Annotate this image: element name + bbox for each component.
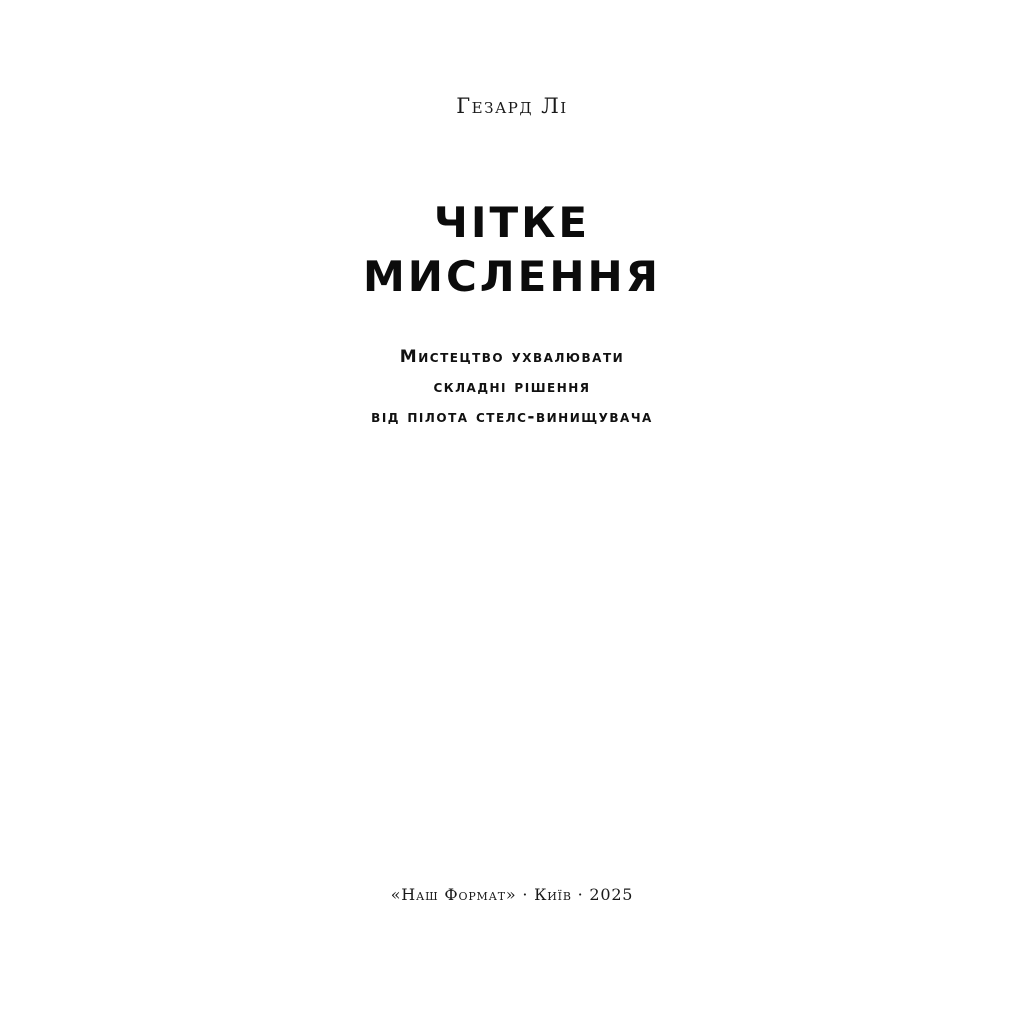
book-subtitle-line-1: Мистецтво ухвалювати — [399, 347, 625, 367]
publisher-imprint: «Наш Формат» · Київ · 2025 — [390, 885, 634, 904]
book-subtitle-line-3: від пілота стелс-винищувача — [371, 407, 653, 427]
book-title-line-2: МИСЛЕННЯ — [363, 252, 661, 301]
book-subtitle-line-2: складні рішення — [433, 377, 591, 397]
book-subtitle — [0, 342, 1024, 432]
book-title — [0, 196, 1024, 304]
author-name: Гезард Лі — [456, 94, 568, 118]
book-title-line-1: ЧІТКЕ — [433, 198, 591, 247]
